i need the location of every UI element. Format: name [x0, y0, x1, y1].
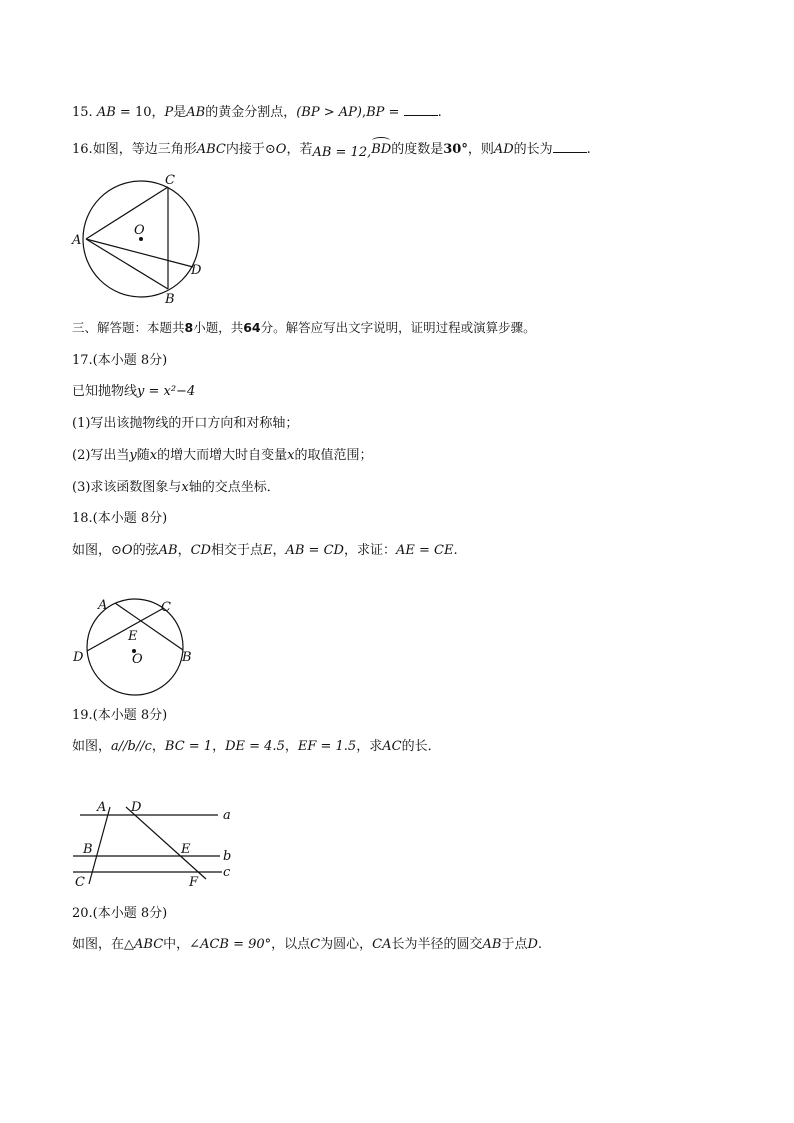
text: 的长为 — [513, 142, 553, 157]
math-ad: AD — [493, 142, 514, 157]
answer-blank — [553, 140, 587, 153]
question-20-text — [72, 936, 542, 954]
question-number: 15. — [72, 105, 93, 120]
math-p: P — [164, 105, 174, 120]
text: 的增大而增大时自变量 — [157, 448, 288, 463]
math-y: y — [129, 448, 137, 463]
label-a: A — [72, 233, 82, 248]
math-parabola: y = x²−4 — [137, 384, 196, 399]
text: 的度数是 — [391, 142, 444, 157]
transversal-df — [126, 807, 206, 879]
math-ac: AC — [382, 739, 402, 754]
label-b: B — [165, 292, 175, 307]
text: 8 — [184, 320, 194, 335]
question-18-header: 18.(本小题 8分) — [72, 511, 168, 526]
text: 小题，共 — [193, 320, 244, 335]
label-a-point: A — [97, 800, 107, 815]
figure-19-parallel-lines — [70, 797, 245, 892]
text: 的黄金分割点， — [205, 105, 297, 120]
question-15: 15. AB = 10，P是AB的黄金分割点，(BP > AP),BP = . — [72, 105, 442, 120]
question-17-part-3 — [72, 479, 280, 497]
math-ab: AB — [96, 105, 116, 120]
label-c-point: C — [75, 875, 85, 890]
text: 64 — [243, 320, 261, 335]
label-d: D — [131, 800, 142, 815]
math-angle: ∠ACB = 90° — [189, 937, 272, 952]
text: ，求 — [356, 739, 383, 754]
label-line-b: b — [223, 849, 232, 864]
question-17-part-2 — [72, 447, 373, 465]
label-a: A — [98, 598, 108, 613]
label-c: C — [161, 600, 171, 615]
math-parallel: a//b//c — [111, 739, 152, 754]
label-line-c: c — [223, 865, 231, 880]
question-19-text — [72, 738, 441, 756]
math-ab: AB — [186, 105, 206, 120]
label-c: C — [165, 173, 175, 188]
text: 内接于 — [225, 142, 265, 157]
question-19-header: 19.(本小题 8分) — [72, 708, 168, 723]
text: , — [361, 105, 367, 120]
label-b-point: B — [83, 842, 93, 857]
math-bc: BC = 1 — [164, 739, 213, 754]
math-cd: CD — [190, 543, 211, 558]
text: ，以点 — [271, 937, 311, 952]
math-ef: EF = 1.5 — [297, 739, 357, 754]
figure-16-circle-triangle — [70, 172, 210, 312]
text: 的长． — [401, 739, 441, 754]
math-ab-eq-cd: AB = CD — [285, 543, 344, 558]
math-degree: 30° — [443, 142, 468, 157]
math-x: x — [149, 448, 158, 463]
label-b: B — [182, 650, 192, 665]
math-arc-bd: BD — [371, 142, 392, 157]
text: 于点 — [501, 937, 528, 952]
label-line-a: a — [223, 808, 231, 823]
question-17-part-1: (1)写出该抛物线的开口方向和对称轴； — [72, 416, 299, 431]
figure-18-circle-chords — [70, 595, 210, 705]
text: 相交于点 — [210, 543, 263, 558]
text: 为圆心， — [320, 937, 373, 952]
text: . — [453, 543, 458, 558]
text: 三、解答题：本题共 — [72, 320, 185, 335]
text: ， — [177, 543, 191, 558]
text: (2)写出当 — [72, 448, 130, 463]
math-ab: AB — [482, 937, 502, 952]
triangle-symbol: △ — [124, 937, 135, 952]
text: . — [537, 937, 543, 952]
text: 如图， — [72, 739, 112, 754]
math-bp: BP = — [366, 105, 404, 120]
math-x: x — [181, 480, 189, 495]
text: ， — [284, 739, 298, 754]
label-o: O — [134, 223, 145, 238]
text: 中， — [163, 937, 190, 952]
segment-ab — [86, 239, 168, 289]
text: 随 — [136, 448, 150, 463]
section-3-heading — [72, 319, 536, 337]
text: 的弦 — [132, 543, 159, 558]
text: 轴的交点坐标． — [188, 480, 280, 495]
label-d: D — [191, 263, 202, 278]
label-f: F — [189, 875, 199, 890]
math-e: E — [262, 543, 273, 558]
text: ，若 — [286, 142, 313, 157]
math-ae-eq-ce: AE = CE — [395, 543, 454, 558]
text: ，则 — [467, 142, 494, 157]
math-abc: ABC — [134, 937, 164, 952]
text: 的取值范围； — [294, 448, 373, 463]
question-17-header: 17.(本小题 8分) — [72, 353, 168, 368]
math-abc: ABC — [196, 142, 226, 157]
text: 如图，等边三角形 — [92, 142, 197, 157]
question-17-intro — [72, 383, 195, 401]
math-d: D — [527, 937, 538, 952]
text: ， — [212, 739, 226, 754]
question-20-header: 20.(本小题 8分) — [72, 906, 168, 921]
text: 已知抛物线 — [72, 384, 138, 399]
math-de: DE = 4.5 — [225, 739, 285, 754]
math-ab-value: AB = 12, — [312, 145, 372, 160]
text: (3)求该函数图象与 — [72, 480, 182, 495]
label-e: E — [181, 842, 191, 857]
text: 分。解答应写出文字说明，证明过程或演算步骤。 — [260, 320, 536, 335]
question-18-text — [72, 542, 458, 560]
answer-blank — [404, 103, 438, 116]
circle-symbol: ⊙ — [111, 543, 122, 558]
label-o: O — [132, 652, 143, 667]
text: ，求证： — [343, 543, 396, 558]
text: 如图，在 — [72, 937, 125, 952]
text: 长为半径的圆交 — [391, 937, 483, 952]
label-d: D — [73, 650, 84, 665]
text: ， — [272, 543, 286, 558]
math-value: = 10 — [115, 105, 152, 120]
segment-ad — [86, 239, 193, 267]
text: ， — [151, 739, 165, 754]
circle-symbol: ⊙ — [264, 142, 276, 157]
text: ， — [151, 105, 165, 120]
math-o: O — [275, 142, 287, 157]
math-c: C — [310, 937, 321, 952]
label-e: E — [128, 629, 138, 644]
question-number: 16. — [72, 142, 93, 157]
question-16: 16.如图，等边三角形ABC内接于⊙O，若AB = 12,BD的度数是30°，则AD的长为 . — [72, 142, 591, 160]
segment-ac — [86, 187, 168, 239]
math-ca: CA — [372, 937, 392, 952]
math-o: O — [121, 543, 133, 558]
math-condition: (BP > AP) — [296, 105, 362, 120]
math-ab: AB — [158, 543, 178, 558]
text: 是 — [173, 105, 187, 120]
text: 如图， — [72, 543, 112, 558]
math-x: x — [287, 448, 295, 463]
chord-ab — [115, 603, 183, 650]
